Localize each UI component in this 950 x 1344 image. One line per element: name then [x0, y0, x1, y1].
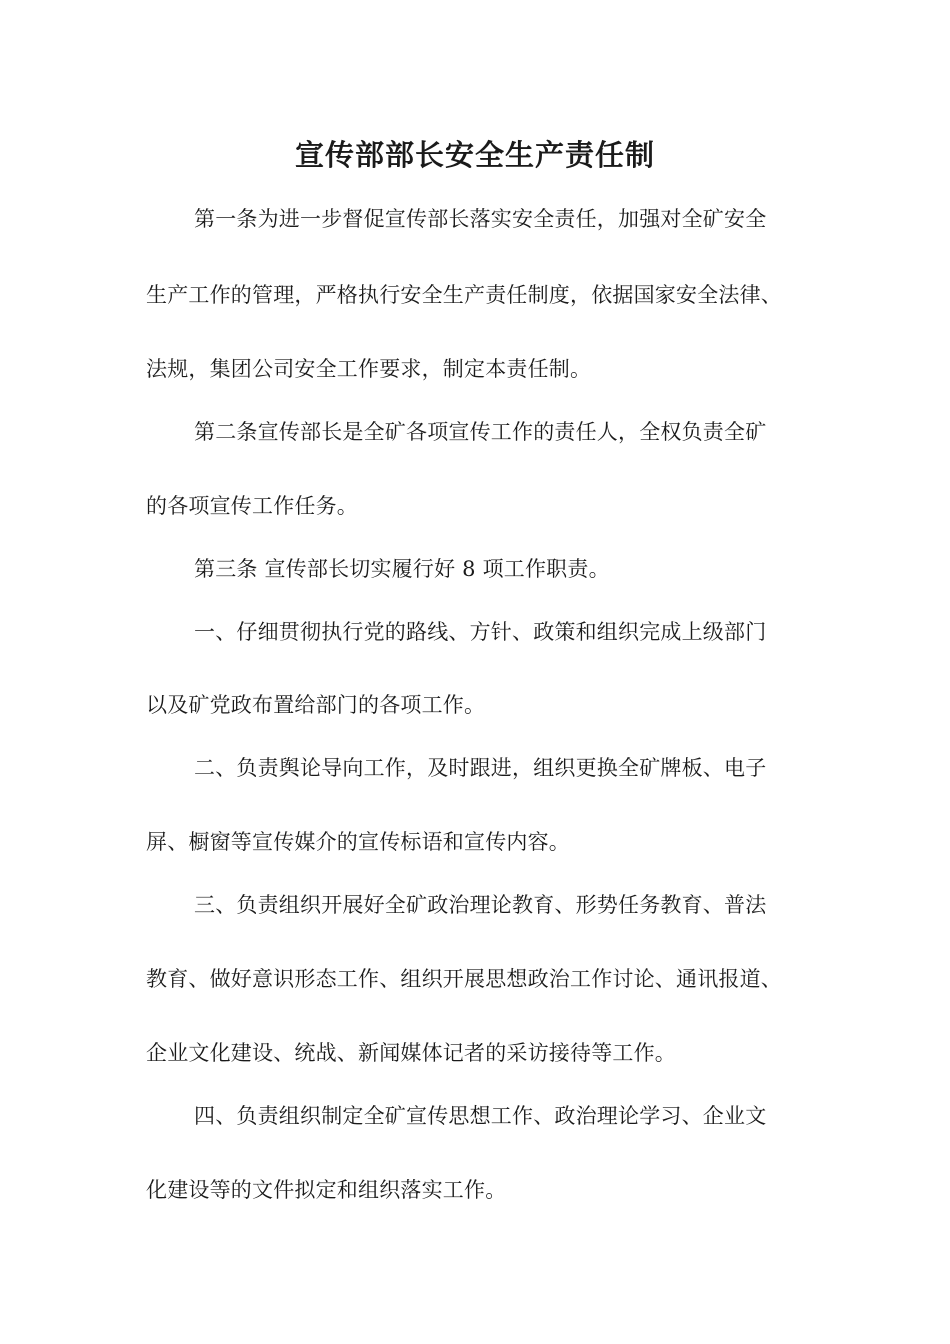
- paragraph-2-line-2: 的各项宣传工作任务。: [146, 494, 358, 518]
- paragraph-6-line-1: 三、负责组织开展好全矿政治理论教育、形势任务教育、普法: [194, 893, 767, 917]
- paragraph-6-line-3: 企业文化建设、统战、新闻媒体记者的采访接待等工作。: [146, 1041, 676, 1065]
- paragraph-5-line-2: 屏、橱窗等宣传媒介的宣传标语和宣传内容。: [146, 830, 570, 854]
- paragraph-6-line-2: 教育、做好意识形态工作、组织开展思想政治工作讨论、通讯报道、: [146, 967, 782, 991]
- paragraph-1-line-1: 第一条为进一步督促宣传部长落实安全责任，加强对全矿安全: [194, 207, 767, 231]
- document-title: 宣传部部长安全生产责任制: [294, 138, 655, 172]
- paragraph-1-line-3: 法规，集团公司安全工作要求，制定本责任制。: [146, 357, 592, 381]
- paragraph-4-line-2: 以及矿党政布置给部门的各项工作。: [146, 693, 486, 717]
- paragraph-7-line-2: 化建设等的文件拟定和组织落实工作。: [146, 1178, 507, 1202]
- paragraph-2-line-1: 第二条宣传部长是全矿各项宣传工作的责任人，全权负责全矿: [194, 420, 767, 444]
- paragraph-7-line-1: 四、负责组织制定全矿宣传思想工作、政治理论学习、企业文: [194, 1104, 767, 1128]
- paragraph-5-line-1: 二、负责舆论导向工作，及时跟进，组织更换全矿牌板、电子: [194, 756, 767, 780]
- paragraph-4-line-1: 一、仔细贯彻执行党的路线、方针、政策和组织完成上级部门: [194, 620, 767, 644]
- paragraph-1-line-2: 生产工作的管理，严格执行安全生产责任制度，依据国家安全法律、: [146, 283, 782, 307]
- paragraph-3-line-1: 第三条 宣传部长切实履行好 8 项工作职责。: [194, 557, 610, 581]
